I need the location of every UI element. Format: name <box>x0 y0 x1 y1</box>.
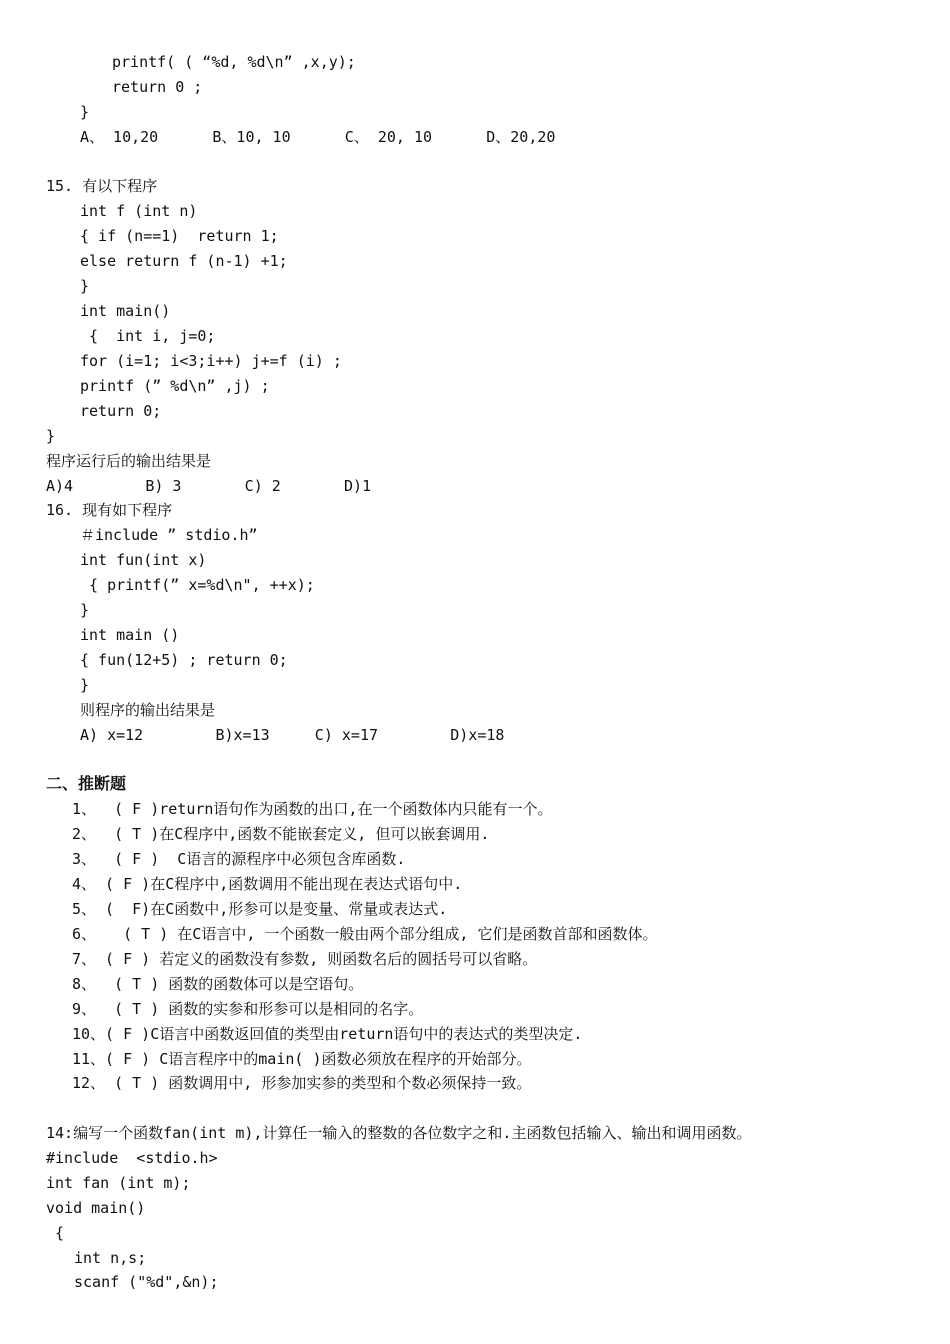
code-line: #include <stdio.h> <box>46 1149 218 1167</box>
judgment-item: 8、 ( T ) 函数的函数体可以是空语句。 <box>72 975 364 993</box>
judgment-item: 12、 ( T ) 函数调用中, 形参加实参的类型和个数必须保持一致。 <box>72 1074 532 1092</box>
section-heading: 二、推断题 <box>46 774 127 793</box>
code-line: int main() <box>80 302 171 320</box>
code-line: for (i=1; i<3;i++) j+=f (i) ; <box>80 352 342 370</box>
code-line: return 0; <box>80 402 162 420</box>
code-line: int fun(int x) <box>80 551 207 569</box>
code-line: return 0 ; <box>112 78 203 96</box>
code-line: } <box>80 103 90 121</box>
judgment-item: 2、 ( T )在C程序中,函数不能嵌套定义, 但可以嵌套调用. <box>72 825 490 843</box>
code-line: else return f (n-1) +1; <box>80 252 288 270</box>
code-line: } <box>80 676 90 694</box>
answer-options: A、 10,20 B、10, 10 C、 20, 10 D、20,20 <box>80 128 556 146</box>
judgment-item: 3、 ( F ) C语言的源程序中必须包含库函数. <box>72 850 406 868</box>
judgment-item: 6、 ( T ) 在C语言中, 一个函数一般由两个部分组成, 它们是函数首部和函数体。 <box>72 925 658 943</box>
code-line: int f (int n) <box>80 202 198 220</box>
code-line: int main () <box>80 626 180 644</box>
question-title: 15. 有以下程序 <box>46 177 158 195</box>
judgment-item: 5、 ( F)在C函数中,形参可以是变量、常量或表达式. <box>72 900 448 918</box>
code-line: { int i, j=0; <box>80 327 216 345</box>
question-title: 16. 现有如下程序 <box>46 501 173 519</box>
answer-options: A) x=12 B)x=13 C) x=17 D)x=18 <box>80 726 505 744</box>
code-line: scanf ("%d",&n); <box>74 1273 219 1291</box>
code-line: ＃include ” stdio.h” <box>80 526 258 544</box>
judgment-item: 10、( F )C语言中函数返回值的类型由return语句中的表达式的类型决定. <box>72 1025 583 1043</box>
code-line: } <box>46 427 56 445</box>
code-line: printf( ( “%d, %d\n” ,x,y); <box>112 53 356 71</box>
code-line: { if (n==1) return 1; <box>80 227 279 245</box>
code-line: } <box>80 277 90 295</box>
judgment-item: 11、( F ) C语言程序中的main( )函数必须放在程序的开始部分。 <box>72 1050 532 1068</box>
judgment-item: 1、 ( F )return语句作为函数的出口,在一个函数体内只能有一个。 <box>72 800 553 818</box>
code-line: { <box>46 1224 65 1242</box>
question-title: 14:编写一个函数fan(int m),计算任一输入的整数的各位数字之和.主函数包括输入、输出和调用函数。 <box>46 1124 752 1142</box>
code-line: void main() <box>46 1199 146 1217</box>
judgment-item: 9、 ( T ) 函数的实参和形参可以是相同的名字。 <box>72 1000 424 1018</box>
code-line: int fan (int m); <box>46 1174 191 1192</box>
code-line: int n,s; <box>74 1249 147 1267</box>
code-line: { printf(” x=%d\n", ++x); <box>80 576 315 594</box>
code-line: { fun(12+5) ; return 0; <box>80 651 288 669</box>
code-line: printf (” %d\n” ,j) ; <box>80 377 270 395</box>
question-prompt: 则程序的输出结果是 <box>80 701 216 719</box>
judgment-item: 7、 ( F ) 若定义的函数没有参数, 则函数名后的圆括号可以省略。 <box>72 950 538 968</box>
judgment-item: 4、 ( F )在C程序中,函数调用不能出现在表达式语句中. <box>72 875 463 893</box>
code-line: } <box>80 601 90 619</box>
question-prompt: 程序运行后的输出结果是 <box>46 452 212 470</box>
answer-options: A)4 B) 3 C) 2 D)1 <box>46 477 372 495</box>
